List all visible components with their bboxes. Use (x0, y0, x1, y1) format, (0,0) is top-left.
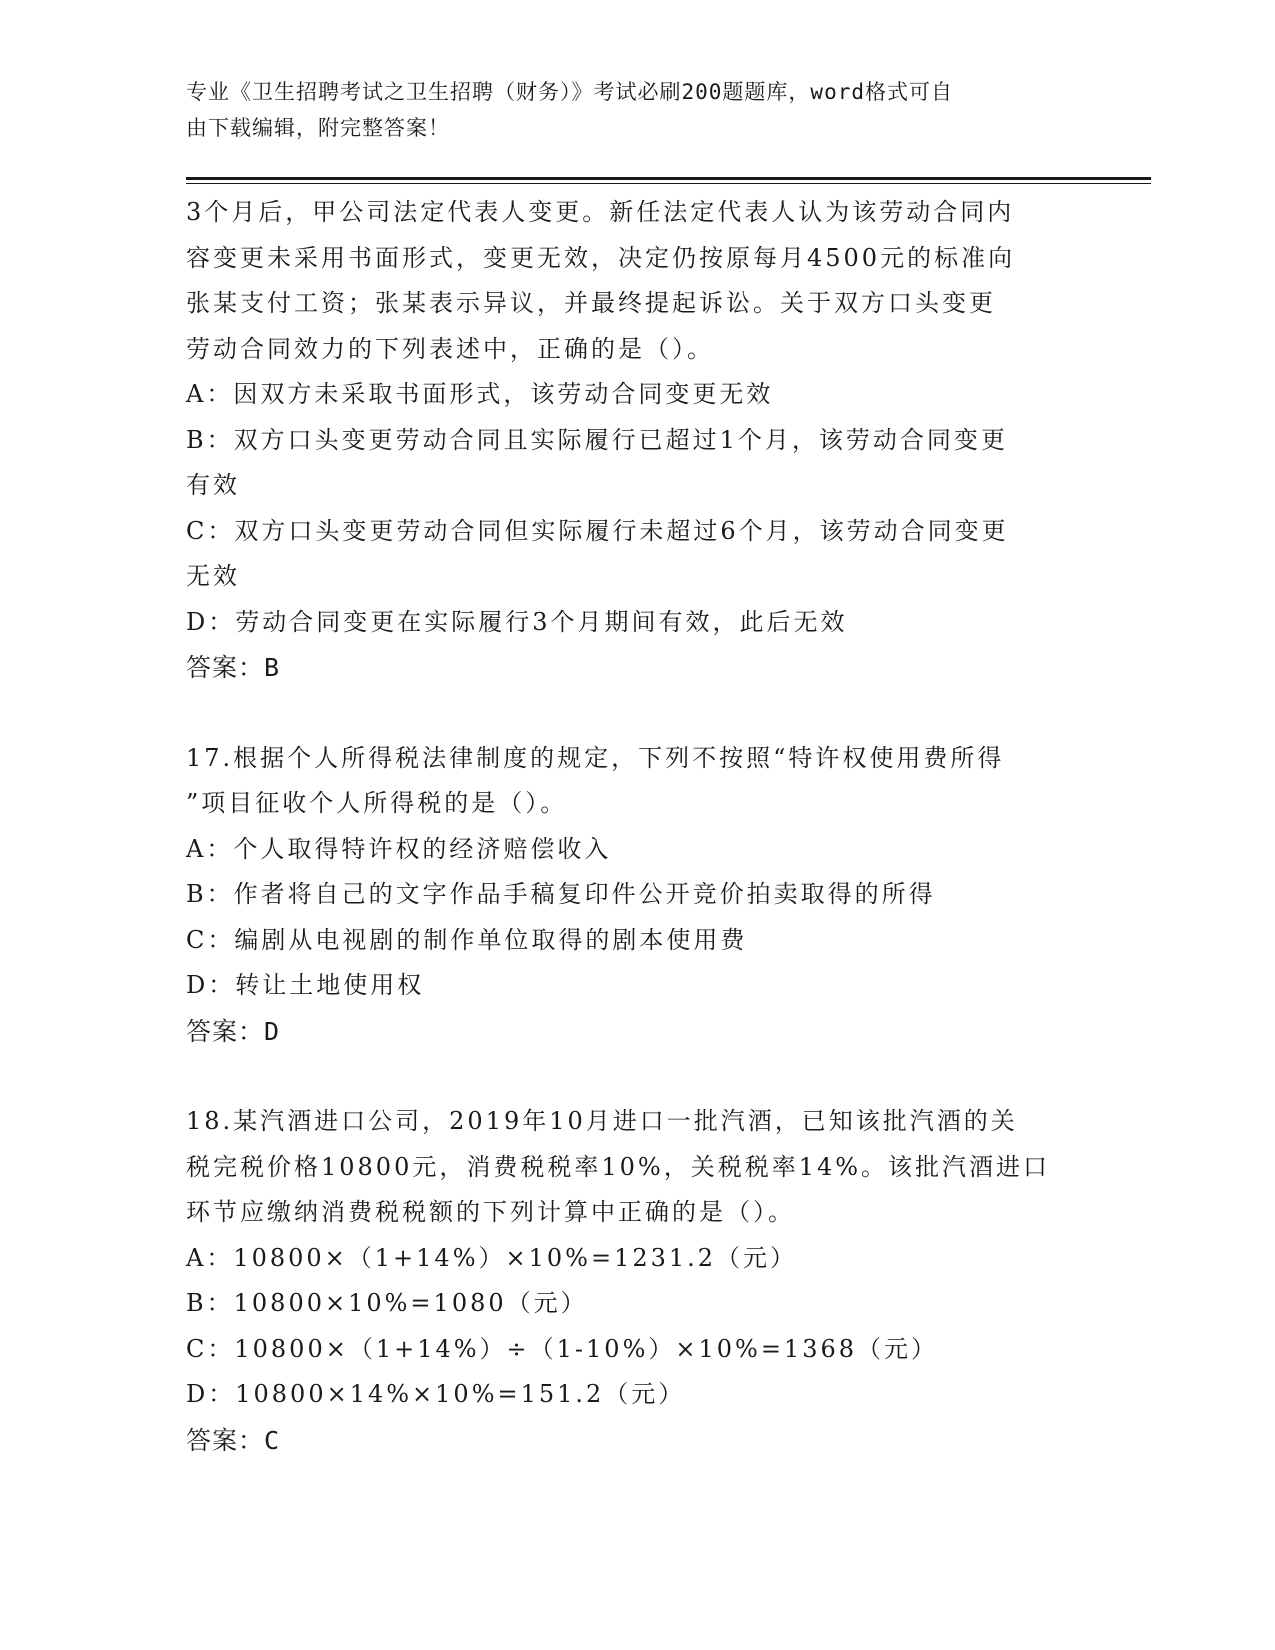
option-b: B：双方口头变更劳动合同且实际履行已超过1个月，该劳动合同变更 (186, 425, 1008, 454)
header-line-1: 专业《卫生招聘考试之卫生招聘（财务）》考试必刷200题题库，word格式可自 (186, 80, 953, 104)
question-17 (186, 736, 1086, 1055)
option-b: B：10800×10%=1080（元） (186, 1289, 588, 1317)
option-c-continued: 无效 (186, 562, 240, 590)
answer-label: 答案：C (186, 1425, 281, 1455)
question-spacer (186, 691, 1086, 736)
question-stem-line: 容变更未采用书面形式，变更无效，决定仍按原每月4500元的标准向 (186, 243, 1016, 272)
question-stem-line: 17.根据个人所得税法律制度的规定，下列不按照“特许权使用费所得 (186, 743, 1005, 772)
header-rule-thin (186, 183, 1151, 184)
question-stem-line: 环节应缴纳消费税税额的下列计算中正确的是（）。 (186, 1198, 795, 1226)
option-a: A：10800×（1+14%）×10%=1231.2（元） (186, 1243, 798, 1272)
option-d: D：劳动合同变更在实际履行3个月期间有效，此后无效 (186, 607, 848, 636)
option-d: D：10800×14%×10%=151.2（元） (186, 1380, 686, 1408)
question-stem-line: 张某支付工资；张某表示异议，并最终提起诉讼。关于双方口头变更 (186, 289, 996, 317)
header-rule-thick (186, 177, 1151, 180)
option-c: C：双方口头变更劳动合同但实际履行未超过6个月，该劳动合同变更 (186, 516, 1009, 545)
question-spacer (186, 1054, 1086, 1099)
option-c: C：编剧从电视剧的制作单位取得的剧本使用费 (186, 925, 748, 954)
header-line-2: 由下载编辑，附完整答案！ (186, 116, 450, 140)
option-b: B：作者将自己的文字作品手稿复印件公开竞价拍卖取得的所得 (186, 880, 936, 908)
answer-label: 答案：D (186, 1016, 281, 1046)
question-stem-line: 3个月后，甲公司法定代表人变更。新任法定代表人认为该劳动合同内 (186, 198, 1015, 226)
question-stem-line: ”项目征收个人所得税的是（）。 (186, 789, 568, 817)
question-stem-line: 18.某汽酒进口公司，2019年10月进口一批汽酒，已知该批汽酒的关 (186, 1107, 1018, 1135)
question-stem-line: 税完税价格10800元，消费税税率10%，关税税率14%。该批汽酒进口 (186, 1152, 1051, 1181)
option-a: A：个人取得特许权的经济赔偿收入 (186, 834, 612, 863)
document-header (186, 74, 1066, 146)
option-b-continued: 有效 (186, 471, 240, 499)
option-d: D：转让土地使用权 (186, 971, 425, 999)
question-18 (186, 1099, 1086, 1463)
question-stem-line: 劳动合同效力的下列表述中，正确的是（）。 (186, 334, 714, 363)
option-a: A：因双方未采取书面形式，该劳动合同变更无效 (186, 380, 774, 408)
option-c: C：10800×（1+14%）÷（1-10%）×10%=1368（元） (186, 1334, 939, 1363)
answer-label: 答案：B (186, 653, 281, 682)
question-16 (186, 190, 1086, 691)
document-body (186, 190, 1086, 1463)
